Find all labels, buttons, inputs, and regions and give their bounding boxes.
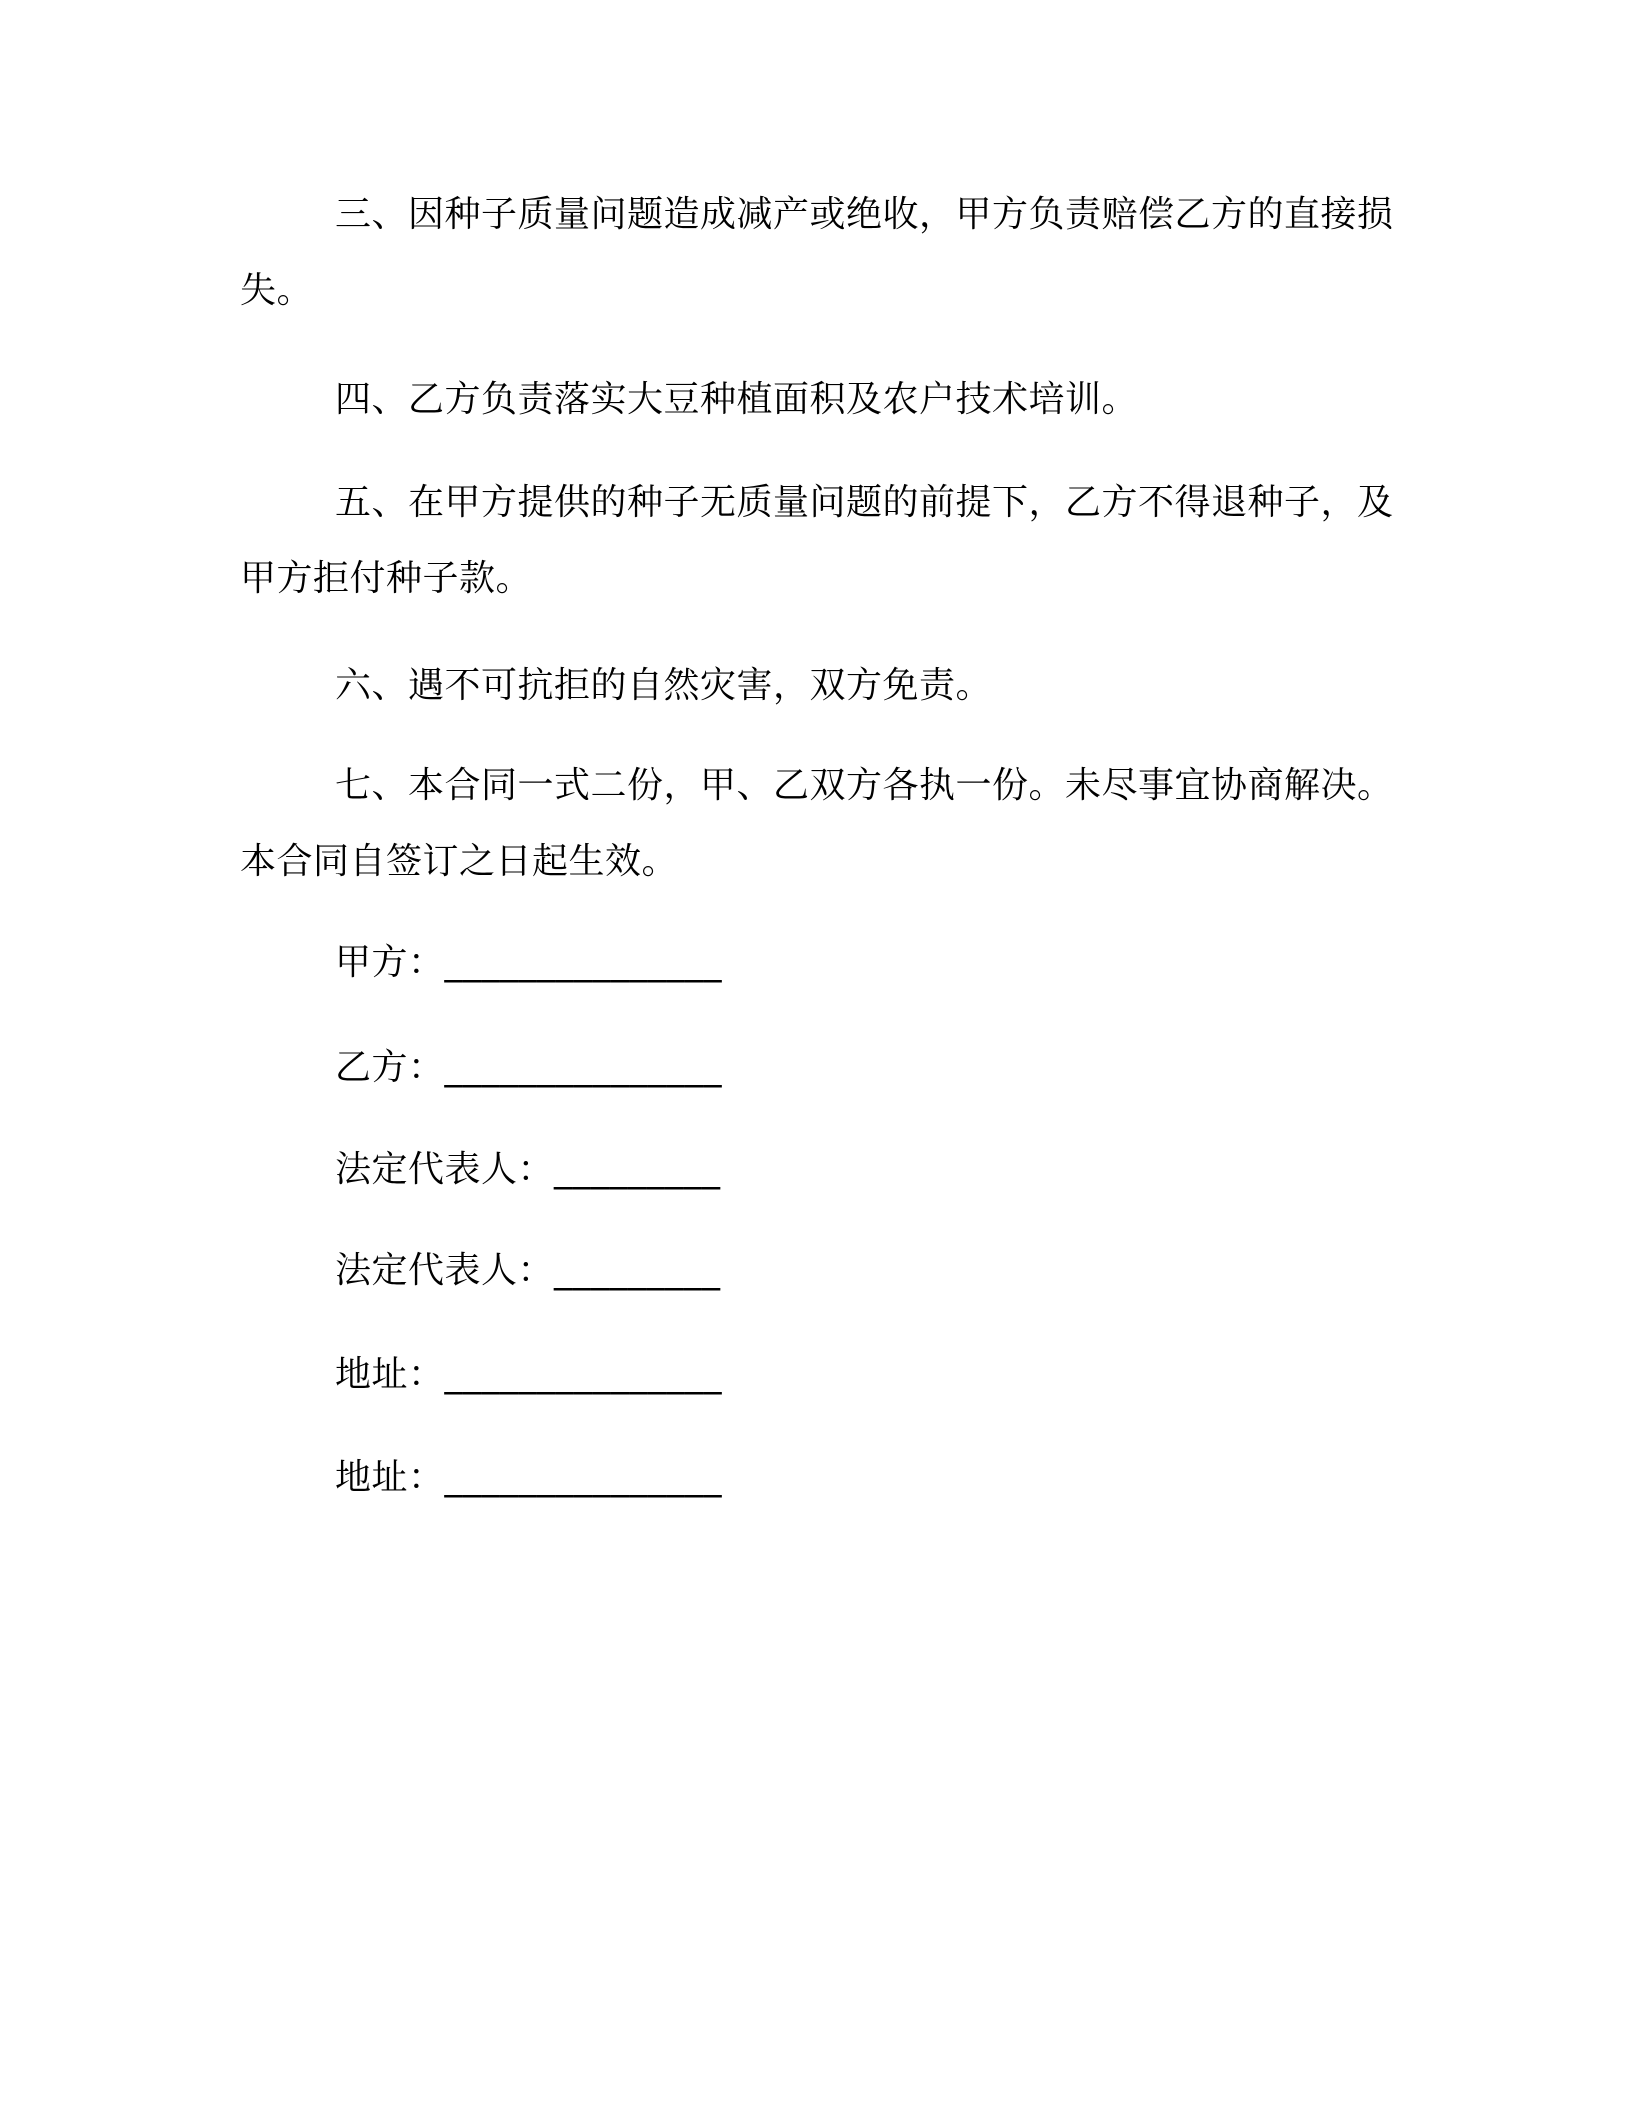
address-a-line: 地址：_______________: [335, 1354, 723, 1395]
party-b-signature-line: 乙方：_______________: [335, 1047, 723, 1088]
party-a-signature-line: 甲方：_______________: [335, 942, 723, 983]
address-b-line: 地址：_______________: [335, 1457, 723, 1498]
legal-representative-b-line: 法定代表人：_________: [335, 1250, 721, 1291]
clause-five: 五、在甲方提供的种子无质量问题的前提下，乙方不得退种子，及甲方拒付种子款。: [240, 482, 1394, 599]
clause-seven: 七、本合同一式二份，甲、乙双方各执一份。未尽事宜协商解决。本合同自签订之日起生效。: [240, 765, 1394, 882]
clause-six: 六、遇不可抗拒的自然灾害，双方免责。: [335, 665, 993, 706]
legal-representative-a-line: 法定代表人：_________: [335, 1149, 721, 1190]
clause-four: 四、乙方负责落实大豆种植面积及农户技术培训。: [335, 379, 1139, 420]
clause-three: 三、因种子质量问题造成减产或绝收，甲方负责赔偿乙方的直接损失。: [240, 194, 1394, 311]
